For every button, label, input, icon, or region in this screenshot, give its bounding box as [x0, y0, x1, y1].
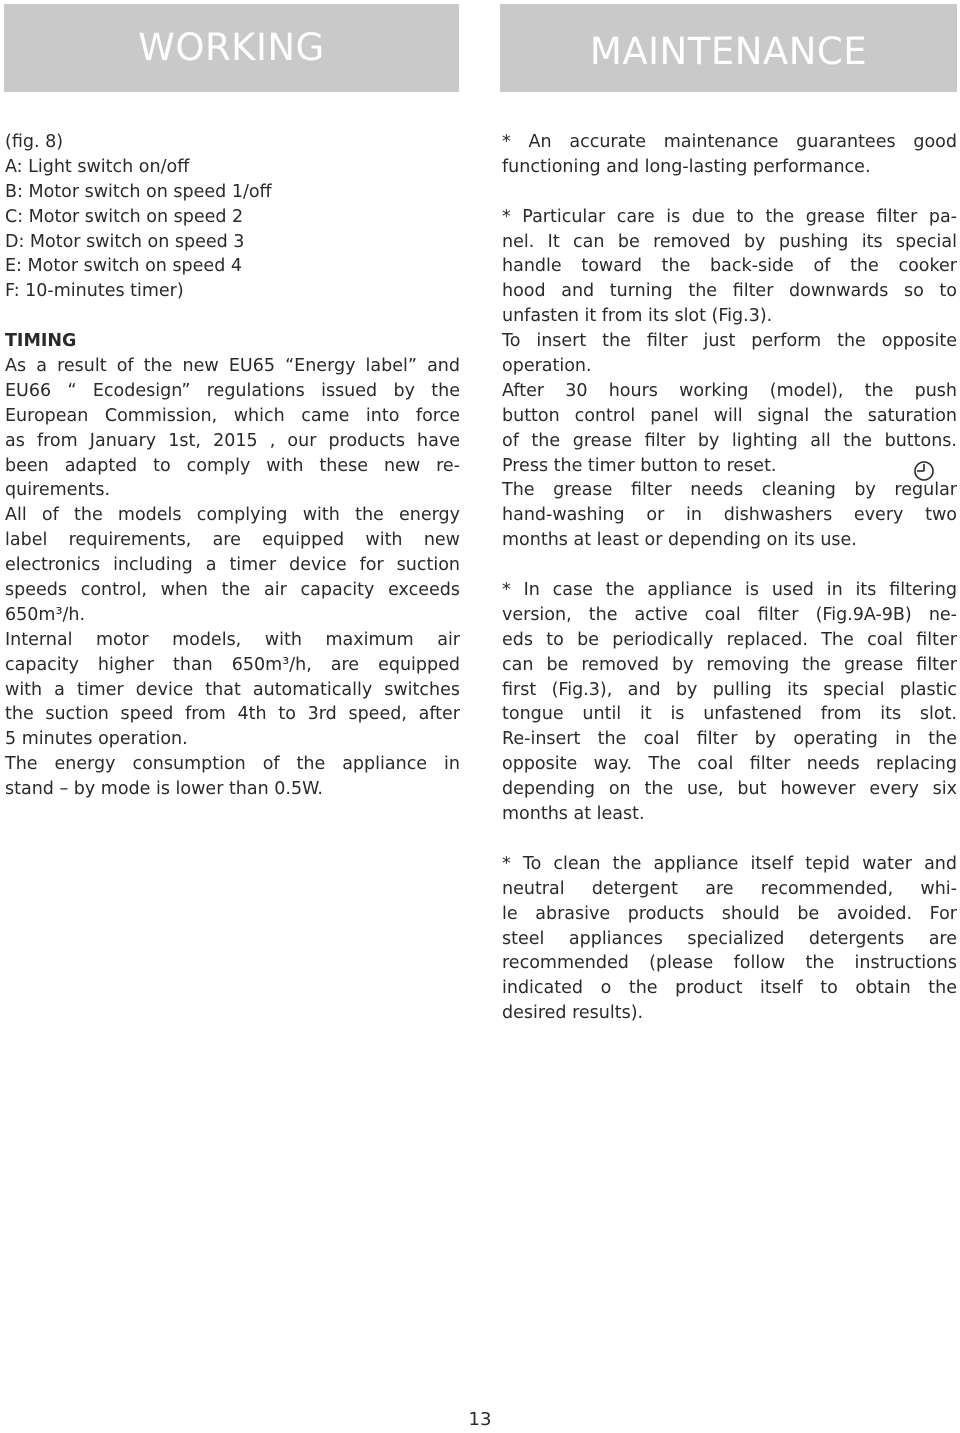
working-text-line: As a result of the new EU65 “Energy label” and — [5, 356, 460, 377]
maintenance-text-line: button control panel will signal the saturation — [502, 405, 957, 426]
working-text-line: 650m³/h. — [5, 604, 86, 625]
maintenance-text-line: * Particular care is due to the grease filter pa- — [502, 206, 957, 227]
maintenance-text-line: eds to be periodically replaced. The coal filter — [502, 629, 957, 650]
working-text-line: A: Light switch on/off — [5, 156, 190, 177]
working-header — [4, 4, 459, 92]
maintenance-text-line: depending on the use, but however every six — [502, 779, 957, 800]
maintenance-text-line: can be removed by removing the grease filter — [502, 654, 957, 675]
maintenance-text-line: functioning and long-lasting performance. — [502, 156, 871, 177]
working-text-line: 5 minutes operation. — [5, 729, 188, 750]
working-text-line: the suction speed from 4th to 3rd speed, after — [5, 704, 460, 725]
clock-icon — [913, 460, 935, 482]
working-text-line: been adapted to comply with these new re- — [5, 455, 460, 476]
maintenance-title: MAINTENANCE — [589, 30, 868, 73]
maintenance-text-line: of the grease filter by lighting all the buttons. — [502, 430, 957, 451]
maintenance-text-line: hood and turning the filter downwards so to — [502, 281, 957, 302]
maintenance-text-line: le abrasive products should be avoided. For — [502, 903, 957, 924]
working-text-line: B: Motor switch on speed 1/off — [5, 181, 272, 202]
maintenance-text-line: neutral detergent are recommended, whi- — [502, 878, 957, 899]
maintenance-text-line: recommended (please follow the instructions — [502, 953, 957, 974]
maintenance-text-line: unfasten it from its slot (Fig.3). — [502, 306, 773, 327]
working-text-line: electronics including a timer device for suction — [5, 555, 460, 576]
maintenance-text-line: * In case the appliance is used in its filtering — [502, 580, 957, 601]
maintenance-text-line — [502, 553, 957, 578]
maintenance-text-line: The grease filter needs cleaning by regular — [502, 480, 957, 501]
maintenance-text-line: first (Fig.3), and by pulling its special plastic — [502, 679, 957, 700]
maintenance-text-line: hand-washing or in dishwashers every two — [502, 505, 957, 526]
working-text-line: as from January 1st, 2015 , our products have — [5, 430, 460, 451]
working-text-line: EU66 “ Ecodesign” regulations issued by the — [5, 380, 460, 401]
working-text-line: The energy consumption of the appliance in — [5, 754, 460, 775]
working-text-line: label requirements, are equipped with new — [5, 530, 460, 551]
maintenance-text-line: opposite way. The coal filter needs replacing — [502, 754, 957, 775]
maintenance-text-line: After 30 hours working (model), the push — [502, 380, 957, 401]
working-text-line: D: Motor switch on speed 3 — [5, 231, 245, 252]
maintenance-text-line: nel. It can be removed by pushing its special — [502, 231, 957, 252]
working-column — [5, 130, 460, 802]
working-text-line: quirements. — [5, 480, 111, 501]
maintenance-text-line: steel appliances specialized detergents are — [502, 928, 957, 949]
maintenance-text-line: operation. — [502, 356, 592, 377]
working-text-line — [5, 304, 460, 329]
maintenance-text-line: handle toward the back-side of the cooker — [502, 256, 957, 277]
working-text-line: TIMING — [5, 331, 77, 352]
page-number: 13 — [468, 1409, 492, 1430]
maintenance-header — [500, 4, 957, 92]
working-text-line: C: Motor switch on speed 2 — [5, 206, 244, 227]
maintenance-text-line: indicated o the product itself to obtain the — [502, 978, 957, 999]
maintenance-text-line: To insert the filter just perform the opposite — [502, 331, 957, 352]
maintenance-text-line: Re-insert the coal filter by operating in the — [502, 729, 957, 750]
maintenance-text-line: desired results). — [502, 1003, 644, 1024]
working-text-line: All of the models complying with the energy — [5, 505, 460, 526]
maintenance-text-line: months at least. — [502, 804, 645, 825]
maintenance-text-line — [502, 827, 957, 852]
working-text-line: European Commission, which came into force — [5, 405, 460, 426]
maintenance-column — [502, 130, 957, 1026]
maintenance-text-line: * An accurate maintenance guarantees good — [502, 132, 957, 152]
working-text-line: speeds control, when the air capacity exceeds — [5, 580, 460, 601]
working-text-line: (fig. 8) — [5, 132, 64, 152]
working-text-line: capacity higher than 650m³/h, are equipped — [5, 654, 460, 675]
maintenance-text-line: * To clean the appliance itself tepid water and — [502, 853, 957, 874]
maintenance-text-line — [502, 180, 957, 205]
maintenance-text-line: tongue until it is unfastened from its slot. — [502, 704, 957, 725]
working-text-line: F: 10-minutes timer) — [5, 281, 184, 302]
maintenance-text-line: months at least or depending on its use. — [502, 530, 857, 551]
working-text-line: E: Motor switch on speed 4 — [5, 256, 243, 277]
working-text-line: stand – by mode is lower than 0.5W. — [5, 779, 323, 800]
maintenance-text-line: Press the timer button to reset. — [502, 455, 777, 476]
working-text-line: with a timer device that automatically switches — [5, 679, 460, 700]
working-text-line: Internal motor models, with maximum air — [5, 629, 460, 650]
working-title: WORKING — [138, 26, 325, 69]
maintenance-text-line: version, the active coal filter (Fig.9A-9B) ne- — [502, 604, 957, 625]
